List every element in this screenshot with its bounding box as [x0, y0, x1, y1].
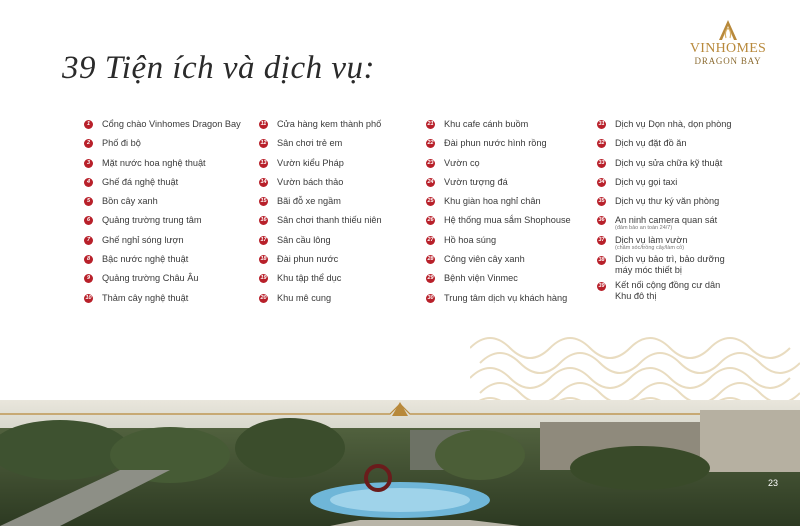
item-label: Khu giàn hoa nghỉ chân [444, 196, 541, 207]
list-item [597, 254, 797, 280]
item-label: Sân cầu lông [277, 234, 331, 245]
list-item [597, 280, 797, 306]
item-number-badge: 38 [598, 257, 605, 264]
item-label: Vườn tượng đá [444, 176, 508, 187]
item-number-badge: 4 [84, 178, 93, 187]
brand-logo [688, 18, 768, 67]
item-label: Bậc nước nghệ thuật [102, 254, 189, 265]
list-item [597, 195, 797, 214]
park-rendering-image [0, 400, 800, 526]
list-item [84, 234, 274, 253]
list-item [84, 292, 274, 311]
item-label: Khu cafe cánh buồm [444, 119, 529, 129]
list-item [259, 157, 449, 176]
item-label: Mặt nước hoa nghệ thuật [102, 157, 206, 168]
page-title: 39 Tiện ích và dịch vụ: [62, 50, 376, 86]
list-item [426, 214, 616, 233]
item-sublabel: (đảm bảo an toàn 24/7) [615, 225, 673, 232]
item-number-badge: 26 [427, 217, 434, 224]
item-number-badge: 8 [84, 255, 93, 264]
item-label: Dịch vụ làm vườn [615, 235, 688, 246]
list-item [84, 157, 274, 176]
item-label: Cổng chào Vinhomes Dragon Bay [102, 119, 241, 129]
item-label [615, 280, 720, 301]
item-number-badge: 37 [598, 237, 605, 244]
item-label: Vườn cọ [444, 157, 480, 168]
item-label: Bãi đỗ xe ngầm [277, 196, 341, 207]
list-item [597, 118, 797, 137]
item-number-badge: 34 [598, 178, 605, 185]
item-label: Thảm cây nghệ thuật [102, 292, 189, 303]
item-label: Dịch vụ sửa chữa kỹ thuật [615, 157, 723, 168]
item-label: Dịch vụ thư ký văn phòng [615, 196, 720, 207]
amenity-column-1 [84, 118, 274, 311]
item-number-badge: 7 [84, 236, 93, 245]
list-item [259, 176, 449, 195]
item-label: Công viên cây xanh [444, 254, 525, 265]
item-number-badge: 15 [260, 198, 267, 205]
item-number-badge: 29 [427, 275, 434, 282]
item-number-badge: 27 [427, 236, 434, 243]
item-label: Dịch vụ Dọn nhà, dọn phòng [615, 119, 732, 129]
item-label: Quảng trường Châu Âu [102, 273, 199, 284]
item-number-badge: 23 [427, 159, 434, 166]
page-number: 23 [768, 478, 779, 488]
item-number-badge: 13 [260, 159, 267, 166]
item-number-badge: 30 [427, 294, 434, 301]
item-label: An ninh camera quan sát [615, 215, 718, 226]
item-label [615, 254, 725, 275]
item-number-badge: 19 [260, 275, 267, 282]
item-number-badge: 10 [85, 294, 92, 301]
list-item [426, 272, 616, 291]
list-item [426, 137, 616, 156]
item-label: Sân chơi trẻ em [277, 138, 343, 149]
item-number-badge: 16 [260, 217, 267, 224]
list-item [426, 157, 616, 176]
list-item [259, 253, 449, 272]
list-item [426, 195, 616, 214]
item-label: Dịch vụ đặt đồ ăn [615, 138, 687, 149]
item-number-badge: 1 [84, 120, 93, 129]
list-item [597, 157, 797, 176]
item-number-badge: 31 [598, 121, 605, 127]
list-item [84, 195, 274, 214]
list-item [84, 253, 274, 272]
amenity-column-4 [597, 118, 797, 306]
item-number-badge: 18 [260, 256, 267, 263]
item-label: Vườn bách thảo [277, 176, 344, 187]
list-item [597, 214, 797, 234]
item-number-badge: 20 [260, 294, 267, 301]
list-item [84, 214, 274, 233]
item-number-badge: 3 [84, 159, 93, 168]
list-item [84, 137, 274, 156]
item-number-badge: 6 [84, 216, 93, 225]
logo-emblem-icon [713, 18, 743, 42]
item-label: Ghế nghỉ sóng lượn [102, 234, 184, 245]
item-sublabel: (chăm sóc/trồng cây/làm cỏ) [615, 245, 685, 252]
item-number-badge: 12 [260, 140, 267, 147]
item-label: Vườn kiểu Pháp [277, 157, 344, 168]
item-number-badge: 28 [427, 256, 434, 263]
item-label: Trung tâm dịch vụ khách hàng [444, 292, 568, 303]
item-label: Bồn cây xanh [102, 196, 158, 207]
item-number-badge: 32 [598, 140, 605, 147]
item-label: Hệ thống mua sắm Shophouse [444, 215, 571, 226]
list-item [426, 118, 616, 137]
item-label: Cửa hàng kem thành phố [277, 119, 382, 129]
item-number-badge: 2 [84, 139, 93, 148]
item-number-badge: 24 [427, 178, 434, 185]
item-label: Ghế đá nghệ thuật [102, 176, 179, 187]
amenity-column-3 [426, 118, 616, 311]
list-item [426, 292, 616, 311]
item-label: Đài phun nước [277, 254, 339, 265]
list-item [259, 214, 449, 233]
item-label: Khu mê cung [277, 292, 332, 303]
item-number-badge: 14 [260, 178, 267, 185]
item-number-badge: 35 [598, 198, 605, 205]
item-label: Dịch vụ gọi taxi [615, 176, 678, 187]
item-number-badge: 25 [427, 198, 434, 205]
item-label: Khu tập thể dục [277, 273, 342, 284]
list-item [597, 137, 797, 156]
item-number-badge: 22 [427, 140, 434, 147]
item-label-line2: máy móc thiết bị [615, 264, 682, 275]
list-item [426, 253, 616, 272]
item-label: Đài phun nước hình rồng [444, 138, 547, 149]
item-number-badge: 36 [598, 217, 605, 224]
list-item [597, 176, 797, 195]
item-label: Quảng trường trung tâm [102, 215, 202, 226]
item-label: Phố đi bộ [102, 138, 141, 149]
item-number-badge: 9 [84, 274, 93, 283]
list-item [84, 176, 274, 195]
brand-name: VINHOMES [689, 41, 767, 56]
list-item [259, 118, 449, 137]
list-item [259, 272, 449, 291]
item-number-badge: 17 [260, 236, 267, 243]
list-item [259, 292, 449, 311]
list-item [259, 195, 449, 214]
list-item [259, 137, 449, 156]
item-label-line1: Kết nối cộng đồng cư dân [615, 280, 721, 291]
item-number-badge: 11 [260, 121, 267, 127]
amenity-column-2 [259, 118, 449, 311]
item-number-badge: 39 [598, 283, 605, 290]
list-item [426, 176, 616, 195]
list-item [426, 234, 616, 253]
list-item [597, 234, 797, 254]
brand-project: DRAGON BAY [694, 56, 762, 66]
item-label-line2: Khu đô thị [615, 290, 657, 301]
item-number-badge: 33 [598, 159, 605, 166]
list-item [84, 272, 274, 291]
item-label: Bệnh viện Vinmec [444, 273, 518, 284]
item-number-badge: 21 [427, 121, 434, 127]
item-label-line1: Dịch vụ bảo trì, bảo dưỡng [615, 254, 725, 265]
list-item [84, 118, 274, 137]
item-label: Hồ hoa súng [444, 234, 497, 245]
item-number-badge: 5 [84, 197, 93, 206]
list-item [259, 234, 449, 253]
item-label: Sân chơi thanh thiếu niên [277, 215, 382, 226]
